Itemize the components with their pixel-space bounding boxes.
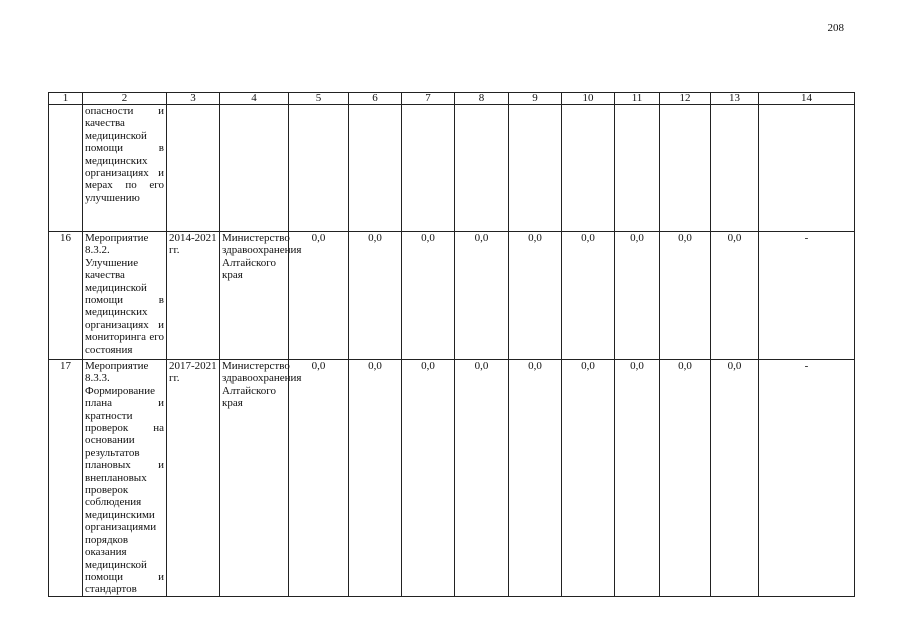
column-number: 7 [402,93,455,105]
period [167,105,220,232]
value-cell: 0,0 [660,232,711,360]
program-measures-table [48,92,855,597]
value-cell [455,105,509,232]
value-cell: 0,0 [615,360,660,597]
value-cell: 0,0 [562,232,615,360]
row-number [49,105,83,232]
column-number: 10 [562,93,615,105]
value-cell: 0,0 [455,232,509,360]
column-number: 1 [49,93,83,105]
column-number-row [49,93,855,105]
value-cell: 0,0 [289,232,349,360]
value-cell [562,105,615,232]
column-number: 11 [615,93,660,105]
value-cell: 0,0 [711,360,759,597]
column-number: 9 [509,93,562,105]
column-number: 13 [711,93,759,105]
value-cell: 0,0 [615,232,660,360]
column-number: 5 [289,93,349,105]
value-cell: 0,0 [349,360,402,597]
row-number: 16 [49,232,83,360]
table-row [49,360,855,597]
executor: Министерство здравоохранения Алтайского края [220,232,289,360]
measure-name: Мероприятие 8.3.3. Формирование плана и кратности проверок на основании результатов плановых и внеплановых проверок соблюдения медицинскими организациями порядков оказания медицинской помощи и стандартов [83,360,167,597]
column-number: 6 [349,93,402,105]
period: 2014-2021 гг. [167,232,220,360]
row-number: 17 [49,360,83,597]
executor [220,105,289,232]
value-cell: 0,0 [349,232,402,360]
value-cell: 0,0 [562,360,615,597]
column-number: 3 [167,93,220,105]
table-row [49,105,855,232]
column-number: 8 [455,93,509,105]
measure-name: опасности и качества медицинской помощи в медицинских организациях и мерах по его улучшению [83,105,167,232]
column-number: 14 [759,93,855,105]
result-cell: - [759,232,855,360]
value-cell: 0,0 [455,360,509,597]
value-cell [509,105,562,232]
value-cell [402,105,455,232]
value-cell [289,105,349,232]
value-cell: 0,0 [509,360,562,597]
value-cell: 0,0 [402,232,455,360]
measure-name: Мероприятие 8.3.2. Улучшение качества медицинской помощи в медицинских организациях и мониторинга его состояния [83,232,167,360]
value-cell [711,105,759,232]
result-cell: - [759,360,855,597]
value-cell: 0,0 [509,232,562,360]
value-cell: 0,0 [711,232,759,360]
value-cell: 0,0 [402,360,455,597]
value-cell [349,105,402,232]
value-cell: 0,0 [660,360,711,597]
column-number: 4 [220,93,289,105]
value-cell [660,105,711,232]
column-number: 2 [83,93,167,105]
value-cell: 0,0 [289,360,349,597]
column-number: 12 [660,93,711,105]
value-cell [615,105,660,232]
page-number: 208 [827,22,844,34]
result-cell [759,105,855,232]
executor: Министерство здравоохранения Алтайского края [220,360,289,597]
table-row [49,232,855,360]
period: 2017-2021 гг. [167,360,220,597]
